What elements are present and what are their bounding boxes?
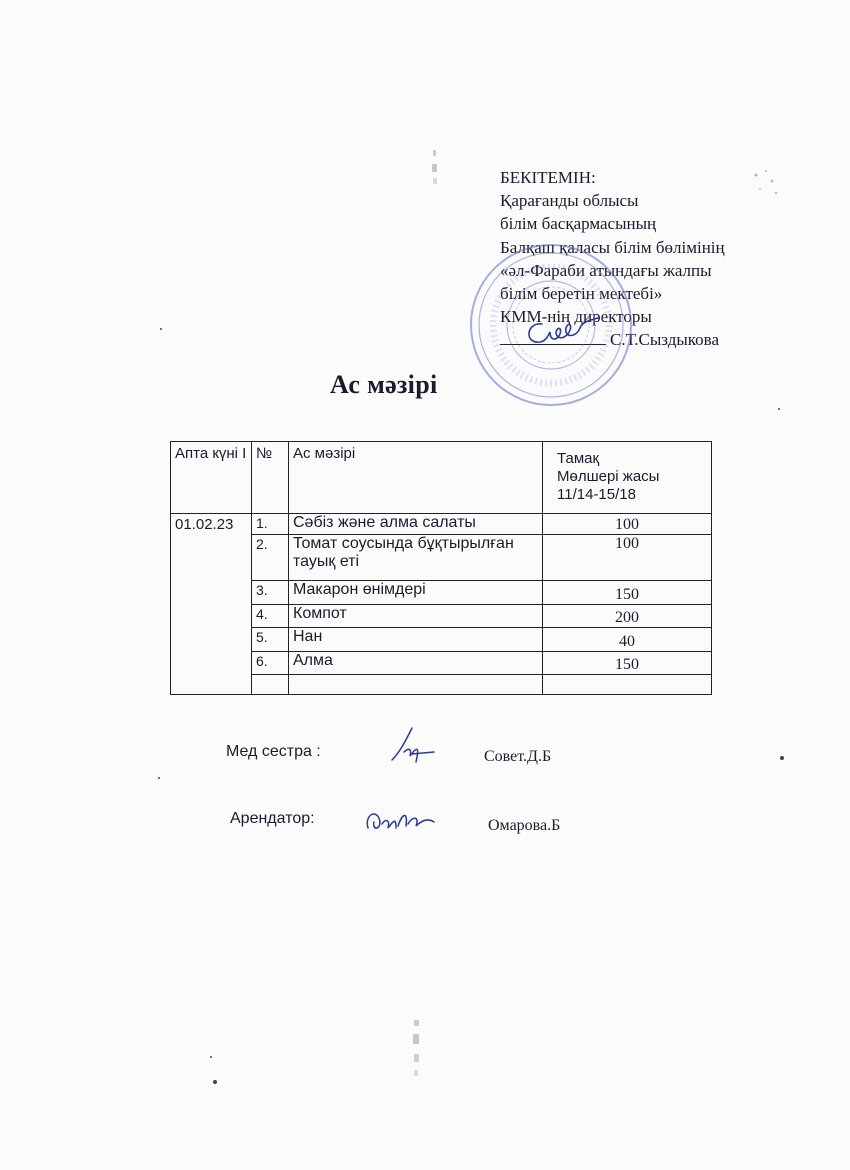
approval-line: Балқаш қаласы білім бөлімінің <box>500 237 725 257</box>
tenant-signature-icon <box>360 800 440 840</box>
row-portion: 200 <box>543 605 712 628</box>
table-row-empty <box>171 675 712 695</box>
tenant-name: Омарова.Б <box>488 817 561 834</box>
table-row <box>171 628 712 652</box>
row-number: 4. <box>252 605 289 628</box>
scan-noise-icon <box>410 1020 424 1080</box>
approval-line: Қарағанды облысы <box>500 191 639 211</box>
director-name: С.Т.Сыздыкова <box>610 330 720 350</box>
scan-speck <box>158 777 160 779</box>
empty-cell <box>289 675 543 695</box>
table-row <box>171 652 712 675</box>
nurse-role: Мед сестра : <box>226 743 321 760</box>
row-dish: Макарон өнімдері <box>289 581 543 605</box>
approval-line: КММ-нің директоры <box>500 307 652 327</box>
scan-speck <box>780 756 784 760</box>
scan-speck <box>210 1056 212 1058</box>
approval-line: білім басқармасының <box>500 214 657 234</box>
row-portion: 40 <box>543 628 712 652</box>
empty-cell <box>543 675 712 695</box>
row-dish: Томат соусында бұқтырылған тауық еті <box>289 535 543 581</box>
table-row <box>171 514 712 535</box>
scan-noise-icon <box>748 165 784 201</box>
header-number: № <box>252 442 289 514</box>
scan-speck <box>213 1080 217 1084</box>
header-dish: Ас мәзірі <box>289 442 543 514</box>
row-portion: 150 <box>543 581 712 605</box>
page-title: Ас мәзірі <box>330 370 438 399</box>
table-row <box>171 605 712 628</box>
empty-cell <box>252 675 289 695</box>
row-dish: Сәбіз және алма салаты <box>289 514 543 535</box>
approval-line: білім беретін мектебі» <box>500 284 663 304</box>
nurse-name: Совет.Д.Б <box>484 748 552 765</box>
row-number: 1. <box>252 514 289 535</box>
row-number: 3. <box>252 581 289 605</box>
date-cell: 01.02.23 <box>171 514 252 695</box>
table-row <box>171 535 712 581</box>
row-number: 2. <box>252 535 289 581</box>
scan-speck <box>778 408 780 410</box>
header-portion-line: Мөлшері жасы <box>557 468 660 485</box>
row-portion: 100 <box>543 514 712 535</box>
row-portion: 100 <box>543 535 712 581</box>
director-signature-icon <box>520 314 600 352</box>
scan-noise-icon <box>428 150 442 190</box>
nurse-signature-icon <box>382 722 442 772</box>
header-day: Апта күні I <box>171 442 252 514</box>
row-number: 6. <box>252 652 289 675</box>
row-portion: 150 <box>543 652 712 675</box>
header-portion <box>543 442 712 514</box>
table-row <box>171 581 712 605</box>
scan-speck <box>160 328 162 330</box>
row-dish: Алма <box>289 652 543 675</box>
approval-line: БЕКІТЕМІН: <box>500 168 596 187</box>
row-number: 5. <box>252 628 289 652</box>
menu-table <box>170 441 712 695</box>
row-dish: Нан <box>289 628 543 652</box>
tenant-role: Арендатор: <box>230 810 315 827</box>
header-portion-line: Тамақ <box>557 450 600 467</box>
approval-line: «әл-Фараби атындағы жалпы <box>500 260 712 280</box>
row-dish: Компот <box>289 605 543 628</box>
header-portion-line: 11/14-15/18 <box>557 486 636 503</box>
